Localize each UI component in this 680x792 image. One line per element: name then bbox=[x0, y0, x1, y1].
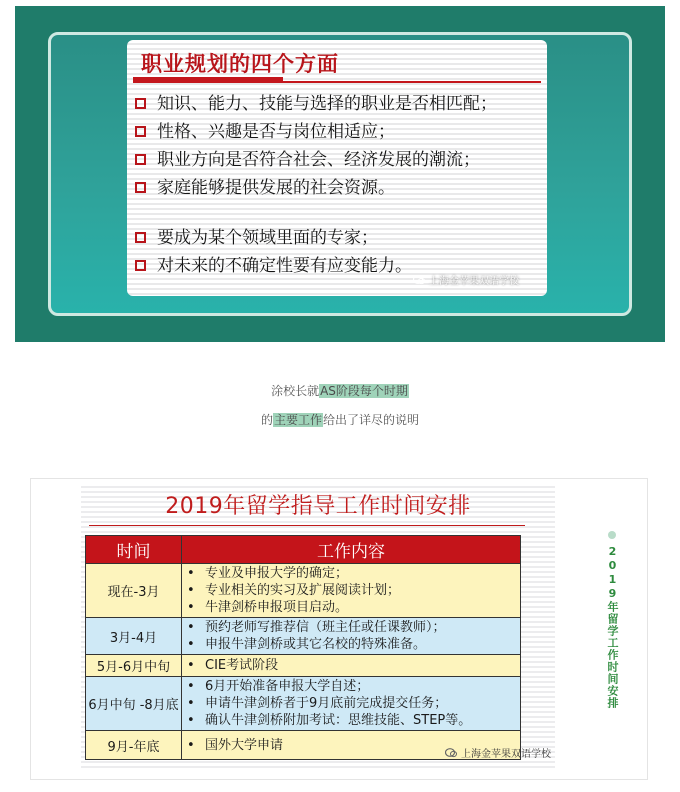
table-row bbox=[86, 655, 521, 677]
list-item: • 专业及申报大学的确定； bbox=[205, 565, 519, 582]
time-cell: 现在-3月 bbox=[86, 564, 182, 618]
title-rule bbox=[89, 525, 525, 526]
list-item: 知识、能力、技能与选择的职业是否相匹配； bbox=[135, 90, 547, 118]
list-item: 家庭能够提供发展的社会资源。 bbox=[135, 174, 547, 202]
table-header-row bbox=[86, 536, 521, 564]
square-bullet-icon bbox=[135, 126, 146, 137]
time-cell: 3月-4月 bbox=[86, 618, 182, 655]
list-item: 对未来的不确定性要有应变能力。 bbox=[135, 252, 547, 280]
list-item: • 6月开始准备申报大学自述； bbox=[205, 678, 519, 695]
highlighted-text: 主要工作 bbox=[273, 413, 322, 427]
time-cell: 9月-年底 bbox=[86, 731, 182, 760]
list-item: 职业方向是否符合社会、经济发展的潮流； bbox=[135, 146, 547, 174]
table-row bbox=[86, 677, 521, 731]
list-item: • CIE考试阶段 bbox=[205, 657, 519, 674]
slide-heading: 职业规划的四个方面 bbox=[141, 52, 339, 76]
side-label bbox=[599, 531, 625, 709]
content-cell bbox=[182, 618, 521, 655]
table-row bbox=[86, 618, 521, 655]
list-item: • 申报牛津剑桥或其它名校的特殊准备。 bbox=[205, 636, 519, 653]
list-item: • 确认牛津剑桥附加考试：思维技能、STEP等。 bbox=[205, 712, 519, 729]
list-item: • 牛津剑桥申报项目启动。 bbox=[205, 599, 519, 616]
watermark: 上海金苹果双语学校 bbox=[413, 272, 519, 287]
career-planning-slide bbox=[15, 6, 665, 342]
time-cell: 6月中旬 -8月底 bbox=[86, 677, 182, 731]
list-item: • 国外大学申请 bbox=[205, 737, 519, 754]
schedule-panel bbox=[30, 478, 648, 780]
table-row bbox=[86, 564, 521, 618]
schedule-title: 2019年留学指导工作时间安排 bbox=[165, 494, 471, 519]
side-label-text: 2019年留学工作时间安排 bbox=[606, 545, 619, 709]
slide-card bbox=[127, 40, 547, 296]
list-item: 要成为某个领域里面的专家； bbox=[135, 224, 547, 252]
column-header-time: 时间 bbox=[86, 536, 182, 564]
content-cell bbox=[182, 655, 521, 677]
wechat-logo-icon bbox=[445, 748, 457, 758]
heading-underline bbox=[133, 81, 541, 83]
highlighted-text: AS阶段每个时期 bbox=[320, 384, 408, 398]
square-bullet-icon bbox=[135, 154, 146, 165]
content-cell bbox=[182, 564, 521, 618]
career-points-list bbox=[135, 90, 547, 280]
list-item: • 预约老师写推荐信（班主任或任课教师）； bbox=[205, 619, 519, 636]
list-item: • 专业相关的实习及扩展阅读计划； bbox=[205, 582, 519, 599]
column-header-content: 工作内容 bbox=[182, 536, 521, 564]
dot-icon bbox=[608, 531, 616, 539]
square-bullet-icon bbox=[135, 98, 146, 109]
wechat-logo-icon bbox=[413, 275, 425, 285]
schedule-table bbox=[85, 535, 521, 760]
caption-line-2: 的主要工作给出了详尽的说明 bbox=[260, 413, 420, 427]
schedule-slide bbox=[81, 483, 555, 769]
square-bullet-icon bbox=[135, 232, 146, 243]
caption-line-1: 涂校长就AS阶段每个时期 bbox=[271, 384, 408, 398]
square-bullet-icon bbox=[135, 182, 146, 193]
list-item: • 申请牛津剑桥者于9月底前完成提交任务； bbox=[205, 695, 519, 712]
time-cell: 5月-6月中旬 bbox=[86, 655, 182, 677]
list-item: 性格、兴趣是否与岗位相适应； bbox=[135, 118, 547, 146]
watermark: 上海金苹果双语学校 bbox=[445, 745, 551, 760]
content-cell bbox=[182, 677, 521, 731]
square-bullet-icon bbox=[135, 260, 146, 271]
